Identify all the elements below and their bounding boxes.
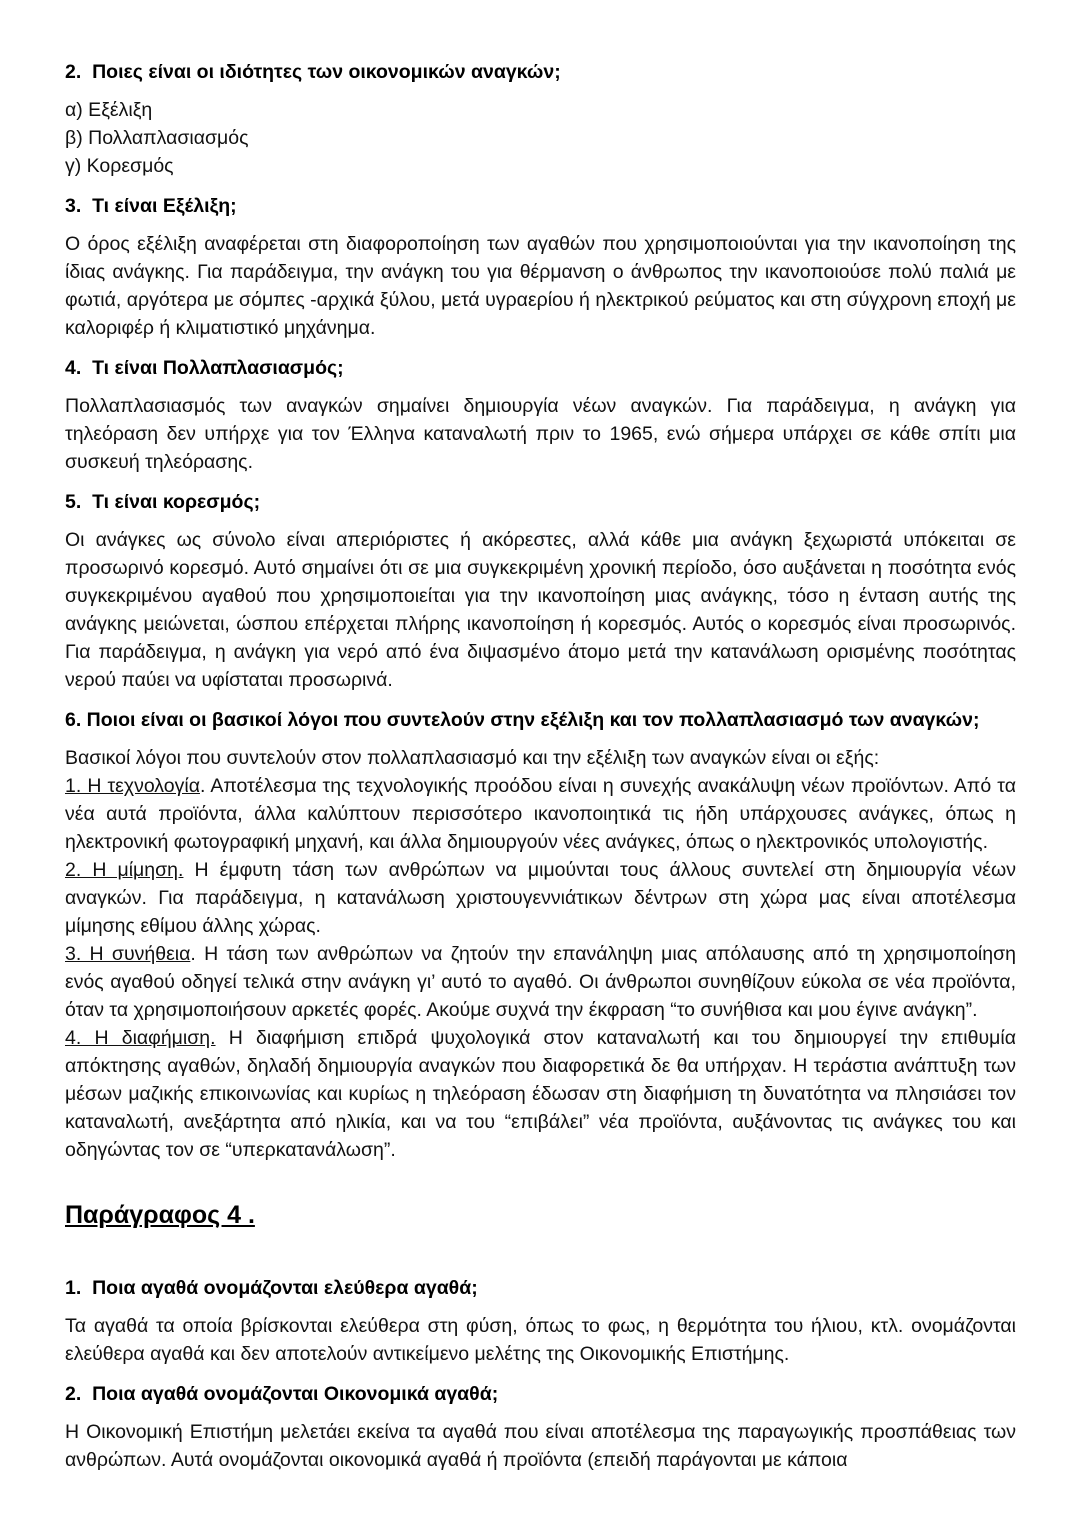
question-heading-2: 2. Ποιες είναι οι ιδιότητες των οικονομικών αναγκών; xyxy=(65,61,561,83)
option-b: β) Πολλαπλασιασμός xyxy=(65,127,249,149)
question-heading-6: 6. Ποιοι είναι οι βασικοί λόγοι που συντελούν στην εξέλιξη και τον πολλαπλασιασμό των αναγκών; xyxy=(65,709,980,731)
reason-imitation-lead: 2. Η μίμηση. xyxy=(65,859,184,881)
option-a: α) Εξέλιξη xyxy=(65,99,153,121)
question-heading-3: 3. Τι είναι Εξέλιξη; xyxy=(65,195,237,217)
section-title-paragraph-4: Παράγραφος 4 . xyxy=(65,1201,255,1229)
reason-advertising-lead: 4. Η διαφήμιση. xyxy=(65,1027,216,1049)
answer-intro-6: Βασικοί λόγοι που συντελούν στον πολλαπλασιασμό και την εξέλιξη των αναγκών είναι οι εξής: xyxy=(65,747,880,769)
reason-technology xyxy=(65,772,1016,856)
s4-question-heading-1: 1. Ποια αγαθά ονομάζονται ελεύθερα αγαθά; xyxy=(65,1277,478,1299)
reason-technology-text: . Αποτέλεσμα της τεχνολογικής προόδου είναι η συνεχής ανακάλυψη νέων προϊόντων. Από τα νέα αυτά προϊόντα, άλλα καλύπτουν περισσότερο ικανοποιητικά τις ήδη υπάρχουσες ανάγκες, όπως η ηλεκτρονική φωτογραφική μηχανή, και άλλα δημιουργούν νέες ανάγκες, όπως ο ηλεκτρονικός υπολογιστής. xyxy=(65,775,1016,853)
reason-advertising-text: Η διαφήμιση επιδρά ψυχολογικά στον καταναλωτή και του δημιουργεί την επιθυμία απόκτησης αγαθών, δηλαδή δημιουργία αναγκών που διαφορετικά δε θα υπήρχαν. Η τεράστια ανάπτυξη των μέσων μαζικής επικοινωνίας και κυρίως η τηλεόραση έδωσαν στη διαφήμιση τη δυνατότητα να πλησιάσει τον καταναλωτή, ανεξάρτητα από ηλικία, και να του “επιβάλει” νέα προϊόντα, αυξάνοντας τις ανάγκες του και οδηγώντας τον σε “υπερκατανάλωση”. xyxy=(65,1027,1016,1161)
question-heading-5: 5. Τι είναι κορεσμός; xyxy=(65,491,261,513)
reason-imitation xyxy=(65,856,1016,940)
option-c: γ) Κορεσμός xyxy=(65,155,174,177)
reason-imitation-text: Η έμφυτη τάση των ανθρώπων να μιμούνται τους άλλους συντελεί στη δημιουργία νέων αναγκών. Για παράδειγμα, η κατανάλωση χριστουγεννιάτικων δέντρων στη χώρα μας είναι αποτέλεσμα μίμησης εθίμου άλλης χώρας. xyxy=(65,859,1016,937)
answer-paragraph-3: Ο όρος εξέλιξη αναφέρεται στη διαφοροποίηση των αγαθών που χρησιμοποιούνται για την ικανοποίηση της ίδιας ανάγκης. Για παράδειγμα, την ανάγκη του για θέρμανση ο άνθρωπος την ικανοποιούσε πολύ παλιά με φωτιά, αργότερα με σόμπες -αρχικά ξύλου, μετά υγραερίου ή ηλεκτρικού ρεύματος και στη σύγχρονη εποχή με καλοριφέρ ή κλιματιστικό μηχάνημα. xyxy=(65,233,1016,339)
question-heading-4: 4. Τι είναι Πολλαπλασιασμός; xyxy=(65,357,344,379)
s4-answer-paragraph-1: Τα αγαθά τα οποία βρίσκονται ελεύθερα στη φύση, όπως το φως, η θερμότητα του ήλιου, κτλ. ονομάζονται ελεύθερα αγαθά και δεν αποτελούν αντικείμενο μελέτης της Οικονομικής Επιστήμης. xyxy=(65,1315,1016,1365)
s4-question-heading-2: 2. Ποια αγαθά ονομάζονται Οικονομικά αγαθά; xyxy=(65,1383,499,1405)
reason-habit xyxy=(65,940,1016,1024)
options-list xyxy=(65,96,1016,180)
reasons-list xyxy=(65,772,1016,1164)
reason-advertising xyxy=(65,1024,1016,1164)
reason-habit-lead: 3. Η συνήθεια xyxy=(65,943,191,965)
reason-habit-text: . Η τάση των ανθρώπων να ζητούν την επανάληψη μιας απόλαυσης από τη χρησιμοποίηση ενός αγαθού οδηγεί τελικά στην ανάγκη γι’ αυτό το αγαθό. Οι άνθρωποι συνηθίζουν εύκολα σε νέα προϊόντα, όταν τα χρησιμοποιήσουν αρκετές φορές. Ακούμε συχνά την έκφραση “το συνήθισα και μου έγινε ανάγκη”. xyxy=(65,943,1016,1021)
reason-technology-lead: 1. Η τεχνολογία xyxy=(65,775,200,797)
answer-paragraph-4: Πολλαπλασιασμός των αναγκών σημαίνει δημιουργία νέων αναγκών. Για παράδειγμα, η ανάγκη για τηλεόραση δεν υπήρχε για τον Έλληνα καταναλωτή πριν το 1965, ενώ σήμερα υπάρχει σε κάθε σπίτι μια συσκευή τηλεόρασης. xyxy=(65,395,1016,473)
answer-paragraph-5: Οι ανάγκες ως σύνολο είναι απεριόριστες ή ακόρεστες, αλλά κάθε μια ανάγκη ξεχωριστά υπόκειται σε προσωρινό κορεσμό. Αυτό σημαίνει ότι σε μια συγκεκριμένη χρονική περίοδο, όσο αυξάνεται η ποσότητα ενός συγκεκριμένου αγαθού που χρησιμοποιείται για την ικανοποίηση μιας ανάγκης, τόσο η ένταση αυτής της ανάγκης μειώνεται, ώσπου επέρχεται πλήρης ικανοποίηση ή κορεσμός. Αυτός ο κορεσμός είναι προσωρινός. Για παράδειγμα, η ανάγκη για νερό από ένα διψασμένο άτομο μετά την κατανάλωση ορισμένης ποσότητας νερού παύει να υφίσταται προσωρινά. xyxy=(65,529,1016,691)
s4-answer-paragraph-2: Η Οικονομική Επιστήμη μελετάει εκείνα τα αγαθά που είναι αποτέλεσμα της παραγωγικής προσπάθειας των ανθρώπων. Αυτά ονομάζονται οικονομικά αγαθά ή προϊόντα (επειδή παράγονται με κάποια xyxy=(65,1421,1016,1471)
